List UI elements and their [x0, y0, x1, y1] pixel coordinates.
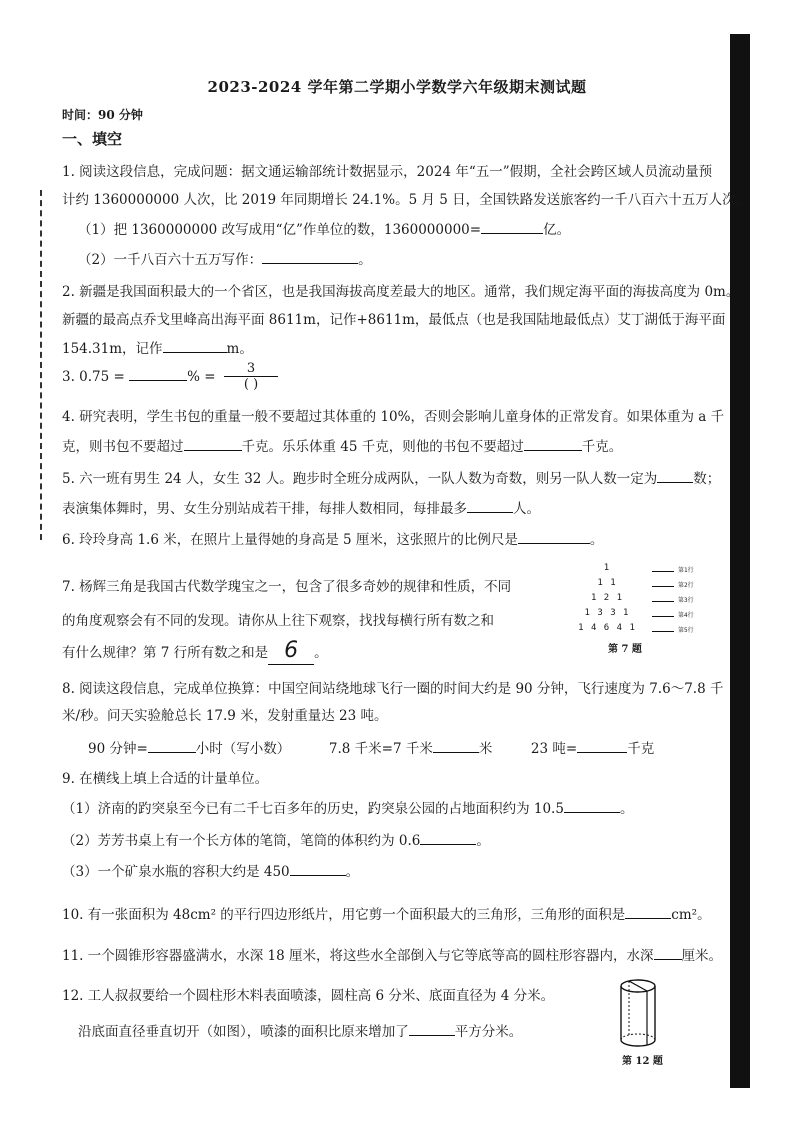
q1-sub-2-end: 。 — [358, 252, 372, 268]
q9-sub-3 — [62, 860, 359, 880]
q8-blank-1[interactable] — [148, 738, 196, 753]
q8-conv-1-unit: 小时（写小数） — [195, 741, 291, 757]
q10-line — [62, 903, 711, 923]
q2-line-3 — [62, 337, 253, 357]
q5-text-a: 5. 六一班有男生 24 人，女生 32 人。跑步时全班分成两队，一队人数为奇数，则另一队人数一定为 — [62, 471, 658, 487]
q5-blank-2[interactable] — [467, 498, 513, 513]
tri-row-4-line — [652, 616, 674, 617]
q4-line-1: 4. 研究表明，学生书包的重量一般不要超过其体重的 10%，否则会影响儿童身体的正常发育。如果体重为 a 千 — [62, 409, 725, 425]
q8-line-2: 米/秒。问天实验舱总长 17.9 米，发射重量达 23 吨。 — [62, 708, 388, 724]
q3-denominator-blank[interactable]: ( ) — [224, 376, 278, 393]
q5-text-d: 人。 — [513, 501, 540, 517]
q8-conv-2-unit: 米 — [478, 741, 493, 757]
q4-blank-2[interactable] — [524, 436, 582, 451]
q9-sub-2 — [62, 829, 490, 849]
q8-blank-2[interactable] — [433, 738, 479, 753]
tri-row-3: 1 2 1 — [590, 593, 624, 603]
section-heading: 一、填空 — [62, 130, 123, 148]
tri-row-1-tag: 第1行 — [678, 567, 694, 574]
q8-line-1: 8. 阅读这段信息，完成单位换算：中国空间站绕地球飞行一圈的时间大约是 90 分钟，飞行速度为 7.6～7.8 千 — [62, 681, 724, 697]
q1-sub-2-text: （2）一千八百六十五万写作： — [78, 252, 263, 268]
q9-line-1: 9. 在横线上填上合适的计量单位。 — [62, 771, 269, 787]
q1-sub-1 — [78, 218, 570, 238]
q6-text: 6. 玲玲身高 1.6 米，在照片上量得她的身高是 5 厘米，这张照片的比例尺是 — [62, 532, 518, 548]
q7-line-2: 的角度观察会有不同的发现。请你从上往下观察，找找每横行所有数之和 — [62, 613, 494, 629]
q4-text-b: 千克。乐乐体重 45 千克，则他的书包不要超过 — [241, 439, 524, 455]
q3-percent-blank[interactable] — [129, 366, 187, 381]
q1-line-2: 计约 1360000000 人次，比 2019 年同期增长 24.1%。5 月 5 日，全国铁路发送旅客约一千八百六十五万人次。 — [62, 192, 750, 208]
q10-unit: cm²。 — [671, 907, 711, 923]
q4-text-a: 克，则书包不要超过 — [62, 439, 184, 455]
q4-line-2 — [62, 435, 622, 455]
q1-sub-2 — [78, 248, 372, 268]
fig-12-caption: 第 12 题 — [622, 1056, 663, 1067]
q9-sub-1-end: 。 — [619, 801, 634, 817]
q8-conv-2-text: 7.8 千米=7 千米 — [328, 741, 433, 757]
q2-line-1: 2. 新疆是我国面积最大的一个省区，也是我国海拔高度差最大的地区。通常，我们规定海平面的海拔高度为 0m。 — [62, 284, 740, 300]
tri-row-4: 1 3 3 1 — [584, 608, 630, 618]
q11-text: 11. 一个圆锥形容器盛满水，水深 18 厘米，将这些水全部倒入与它等底等高的圆柱形容器内，水深 — [62, 948, 654, 964]
q5-line-2 — [62, 497, 540, 517]
q6-blank[interactable] — [518, 529, 590, 544]
q3-fraction — [224, 362, 278, 393]
q1-sub-1-text: （1）把 1360000000 改写成用“亿”作单位的数，1360000000= — [78, 222, 482, 238]
q1-sub-2-blank[interactable] — [262, 249, 358, 264]
q8-conv-1-text: 90 分钟= — [88, 741, 148, 757]
q1-sub-1-blank[interactable] — [481, 219, 543, 234]
q1-line-1: 1. 阅读这段信息，完成问题：据文通运输部统计数据显示，2024 年“五一”假期，全社会跨区域人员流动量预 — [62, 164, 713, 180]
q9-sub-2-text: （2）芳芳书桌上有一个长方体的笔筒，笔筒的体积约为 0.6 — [62, 833, 421, 849]
q8-conv-3-text: 23 吨= — [530, 741, 578, 757]
q1-sub-1-unit: 亿。 — [543, 222, 571, 238]
q10-blank[interactable] — [625, 904, 671, 919]
q9-sub-3-text: （3）一个矿泉水瓶的容积大约是 450 — [62, 864, 290, 880]
q8-conv-3-unit: 千克 — [627, 741, 655, 757]
q7-handwritten-answer[interactable]: 6 — [268, 642, 314, 665]
tri-row-1-line — [652, 571, 674, 572]
q7-line-1: 7. 杨辉三角是我国古代数学瑰宝之一，包含了很多奇妙的规律和性质，不同 — [62, 579, 512, 595]
tri-row-1: 1 — [603, 563, 611, 573]
q2-unit: m。 — [226, 341, 253, 357]
q9-sub-1 — [62, 797, 633, 817]
tri-row-3-tag: 第3行 — [678, 597, 694, 604]
q11-unit: 厘米。 — [681, 948, 723, 964]
q3-numerator: 3 — [246, 361, 256, 376]
tri-row-2-tag: 第2行 — [678, 582, 694, 589]
q12-line-2 — [78, 1020, 522, 1040]
tri-row-2-line — [652, 586, 674, 587]
q12-line-1: 12. 工人叔叔要给一个圆柱形木料表面喷漆，圆柱高 6 分米、底面直径为 4 分米。 — [62, 988, 555, 1004]
q12-blank[interactable] — [409, 1021, 455, 1036]
tri-row-5: 1 4 6 4 1 — [578, 623, 636, 633]
q12-unit: 平方分米。 — [454, 1024, 523, 1040]
tri-row-5-tag: 第5行 — [678, 627, 694, 634]
q9-blank-2[interactable] — [420, 830, 476, 845]
q2-line-3-text: 154.31m，记作 — [62, 341, 163, 357]
q8-blank-3[interactable] — [577, 738, 627, 753]
q5-text-b: 数； — [693, 471, 721, 487]
q10-text: 10. 有一张面积为 48cm² 的平行四边形纸片，用它剪一个面积最大的三角形，三角形的面积是 — [62, 907, 626, 923]
q2-blank[interactable] — [163, 338, 227, 353]
page-title: 2023-2024 学年第二学期小学数学六年级期末测试题 — [207, 78, 587, 96]
q3-line — [62, 362, 278, 393]
q11-line — [62, 944, 722, 964]
q8-conversions — [88, 737, 654, 757]
q4-text-c: 千克。 — [581, 439, 623, 455]
q6-end: 。 — [589, 532, 604, 548]
q11-blank[interactable] — [654, 945, 682, 960]
q2-line-2: 新疆的最高点乔戈里峰高出海平面 8611m，记作+8611m，最低点（也是我国陆地最低点）艾丁湖低于海平面 — [62, 312, 726, 328]
q7-line-3 — [62, 638, 328, 665]
tri-row-2: 1 1 — [597, 578, 617, 588]
q12-text: 沿底面直径垂直切开（如图），喷漆的面积比原来增加了 — [78, 1024, 409, 1040]
q3-percent: % = — [187, 369, 216, 385]
tri-row-3-line — [652, 601, 674, 602]
fig-7-caption: 第 7 题 — [608, 644, 642, 655]
q4-blank-1[interactable] — [184, 436, 242, 451]
exam-time: 时间：90 分钟 — [62, 108, 143, 122]
q7-end: 。 — [314, 645, 328, 661]
tri-row-5-line — [652, 631, 674, 632]
tri-row-4-tag: 第4行 — [678, 612, 694, 619]
q5-line-1 — [62, 467, 720, 487]
q5-blank-1[interactable] — [657, 468, 693, 483]
q5-text-c: 表演集体舞时，男、女生分别站成若干排，每排人数相同，每排最多 — [62, 501, 467, 517]
q3-text: 3. 0.75 = — [62, 369, 125, 385]
q9-sub-1-text: （1）济南的趵突泉至今已有二千七百多年的历史，趵突泉公园的占地面积约为 10.5 — [62, 801, 564, 817]
q9-blank-3[interactable] — [290, 861, 346, 876]
binding-dashed-line — [40, 190, 42, 540]
q6-line — [62, 528, 603, 548]
q9-sub-2-end: 。 — [476, 833, 490, 849]
q7-text: 有什么规律？第 7 行所有数之和是 — [62, 645, 269, 661]
q9-sub-3-end: 。 — [345, 864, 360, 880]
q9-blank-1[interactable] — [564, 798, 620, 813]
cut-cylinder-figure — [618, 978, 658, 1050]
